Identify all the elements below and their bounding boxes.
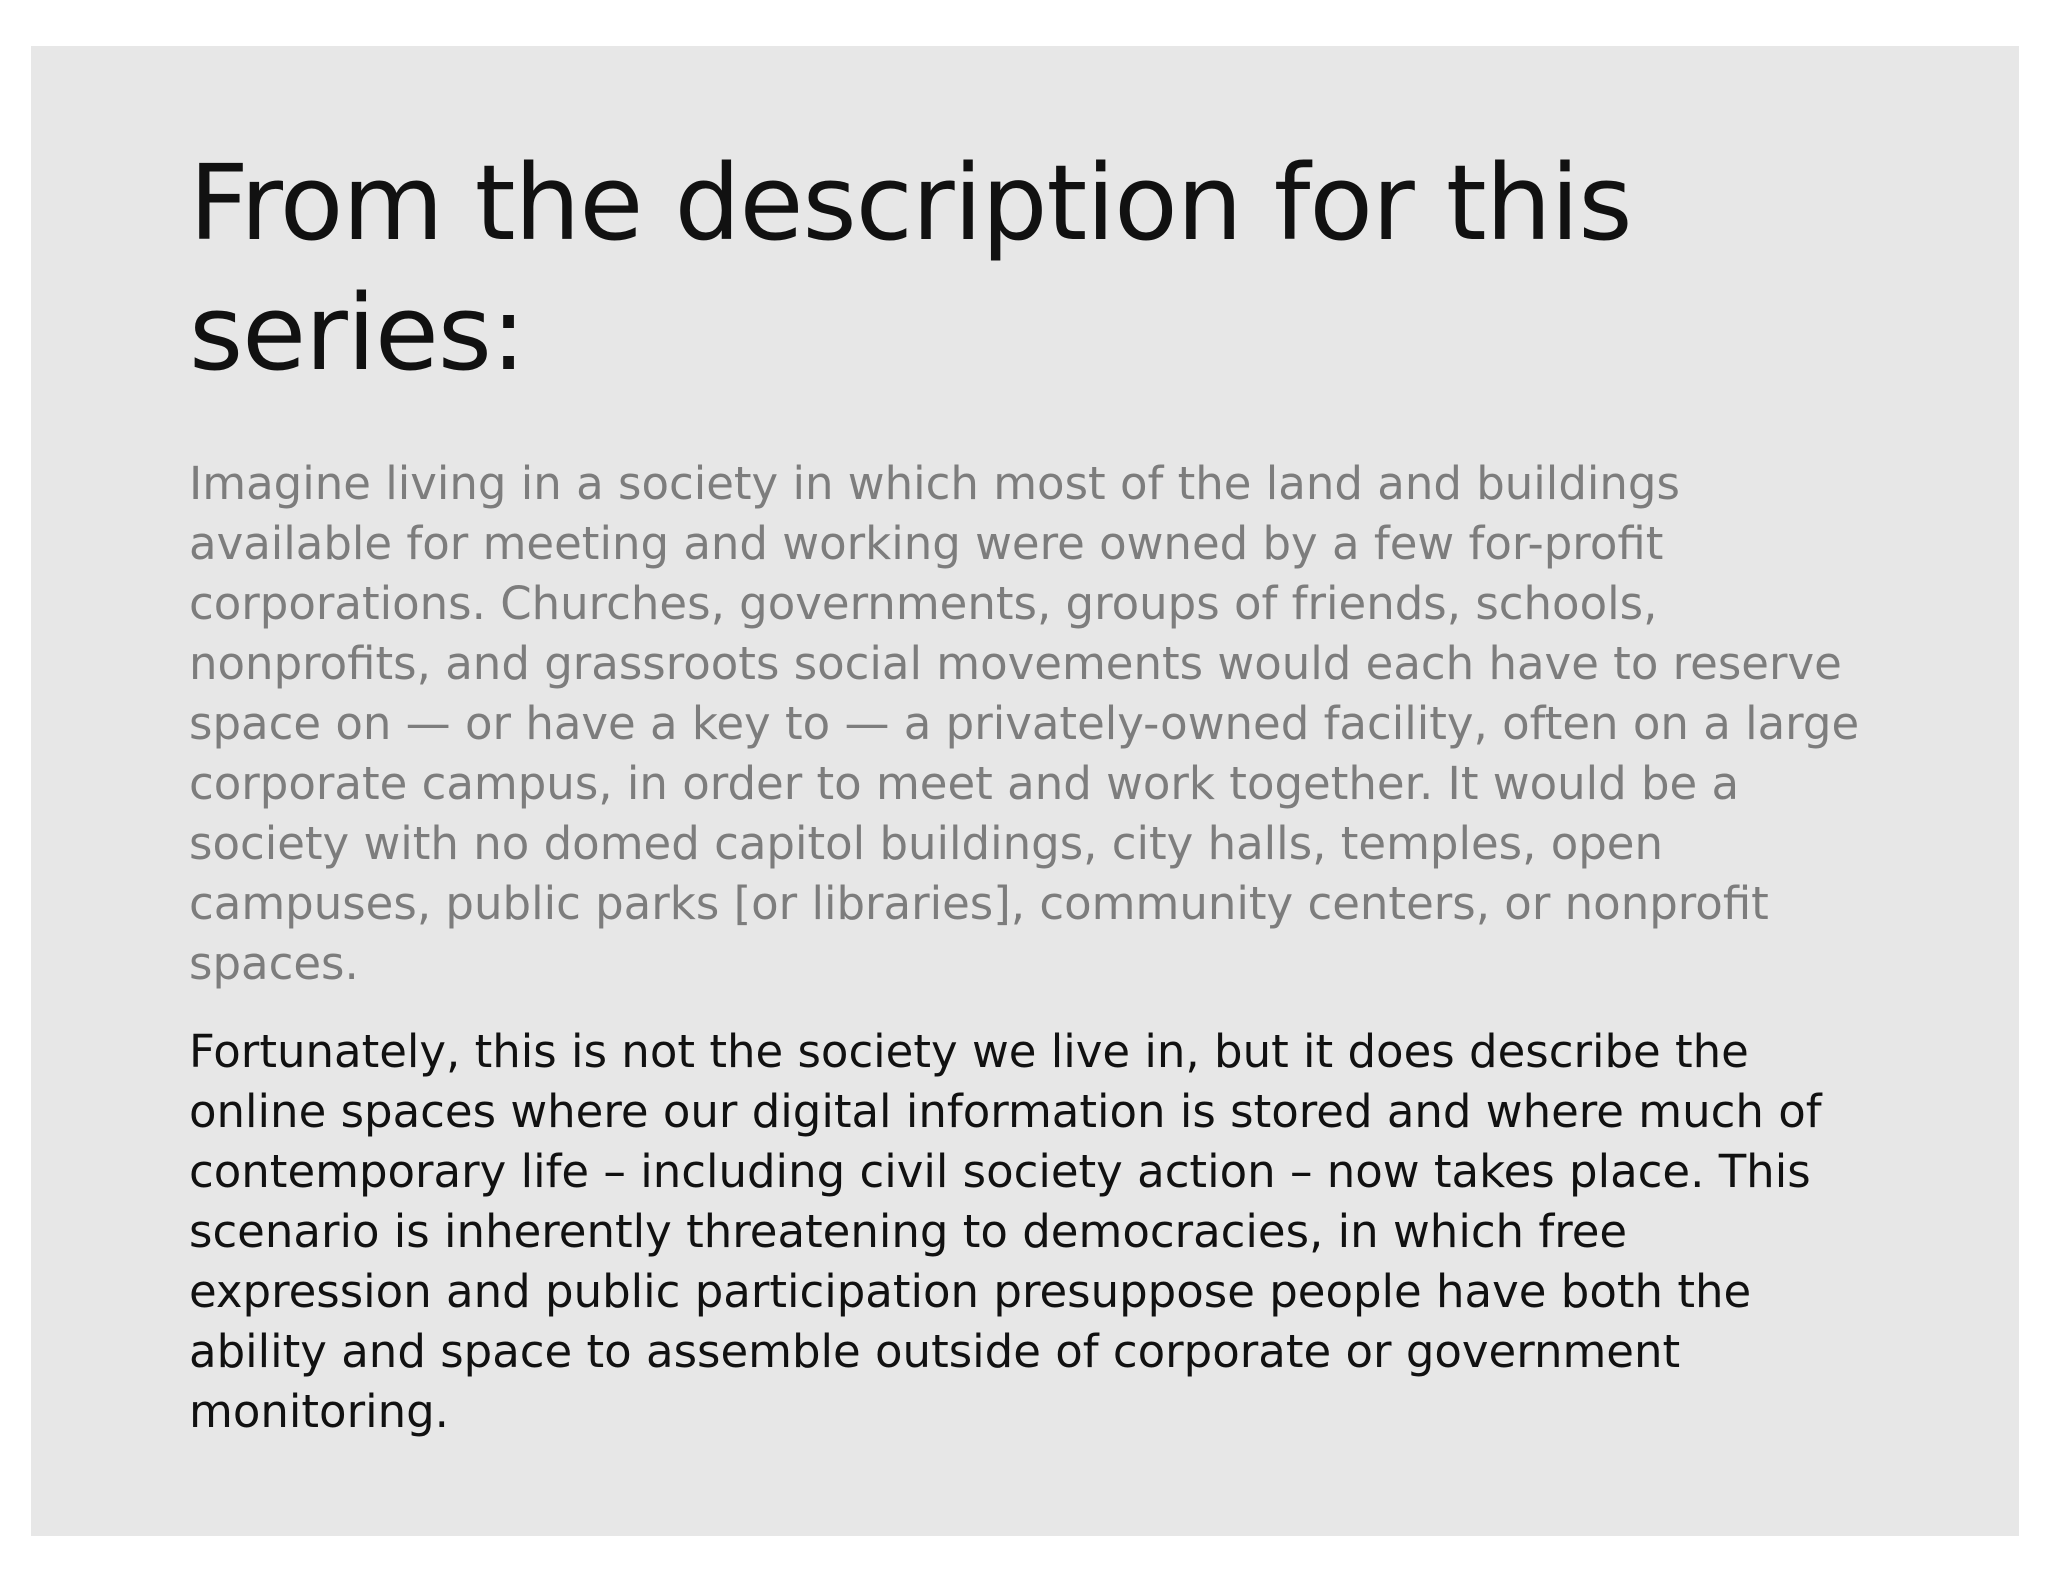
commentary-paragraph: Fortunately, this is not the society we live in, but it does describe the online spaces where our digital information is stored and where much of contemporary life – including civil society action – now takes place. This scenario is inherently threatening to democracies, in which free expression and public participation presuppose people have both the ability and space to assemble outside of corporate or government monitoring. [189, 1025, 1822, 1438]
slide-body [189, 454, 1909, 1442]
slide-title: From the description for this series: [189, 142, 1632, 394]
quote-paragraph: Imagine living in a society in which most of the land and buildings available for meeting and working were owned by a few for-profit corporations. Churches, governments, groups of friends, schools, nonprofits, and grassroots social movements would each have to reserve space on — or have a key to — a privately-owned facility, often on a large corporate campus, in order to meet and work together. It would be a society with no domed capitol buildings, city halls, temples, open campuses, public parks [or libraries], community centers, or nonprofit spaces. [189, 457, 1860, 990]
slide [31, 46, 2019, 1536]
